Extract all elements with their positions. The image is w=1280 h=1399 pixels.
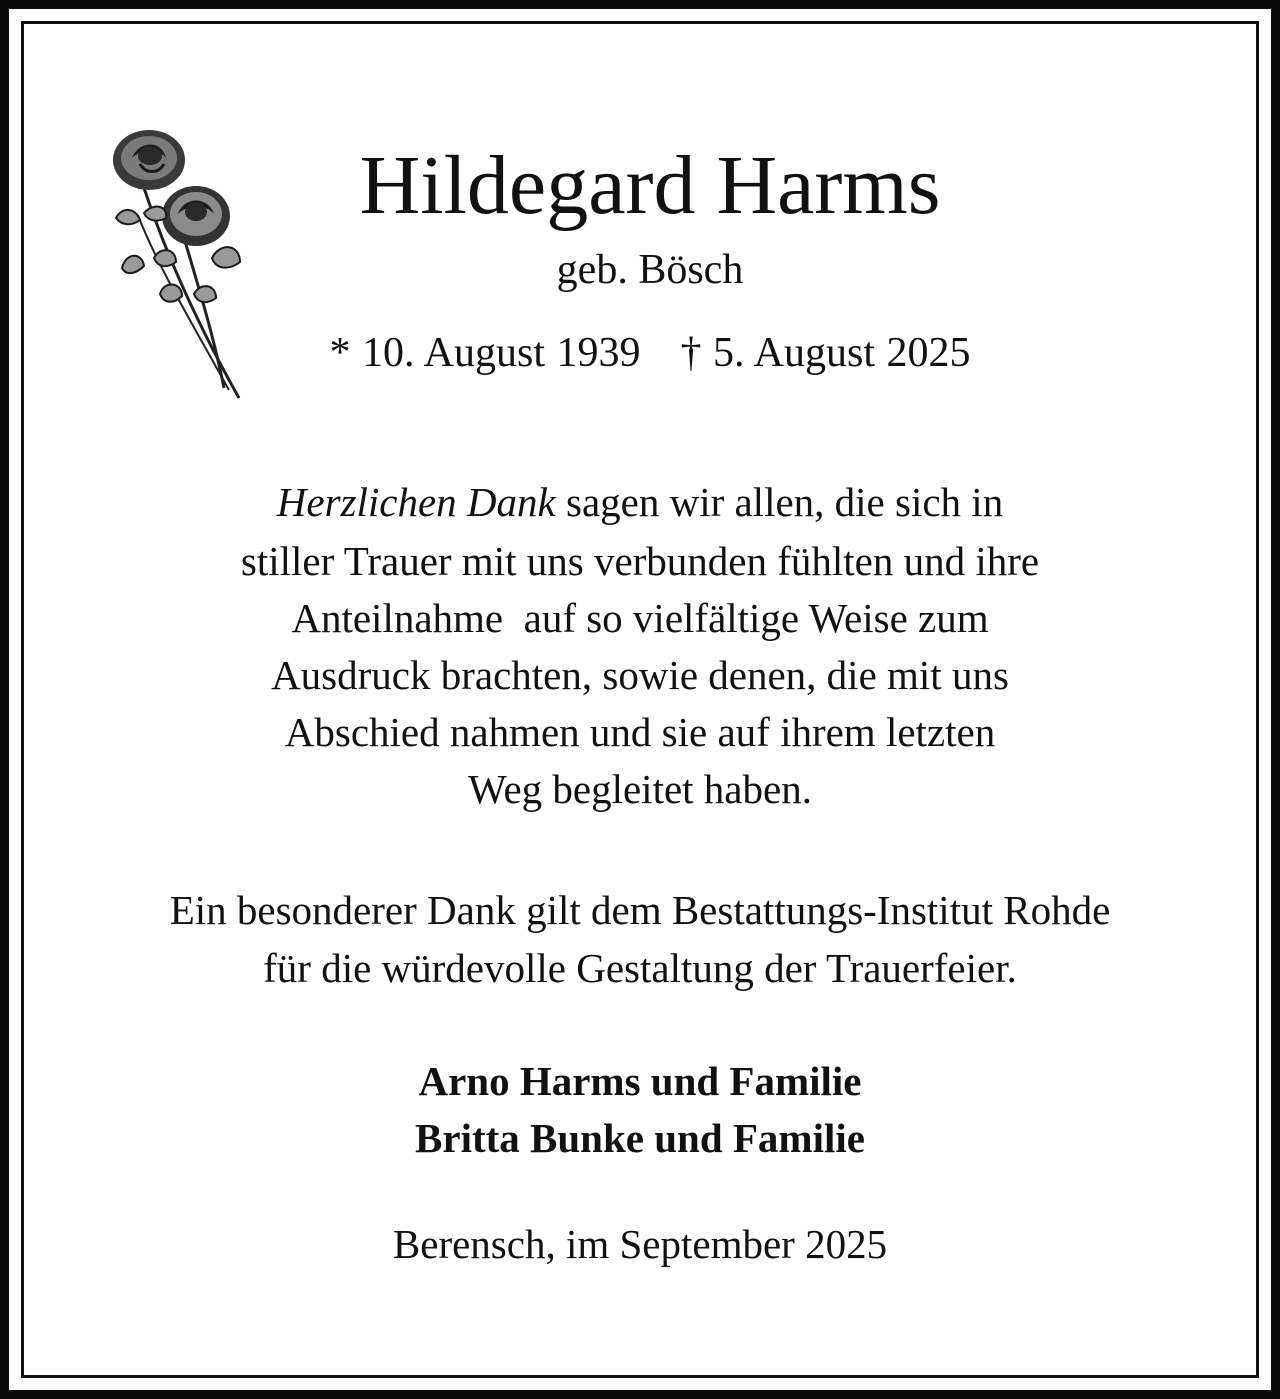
birth-date: * 10. August 1939 (329, 330, 641, 376)
thanks-line-3: Anteilnahme auf so vielfältige Weise zum (291, 595, 989, 641)
thanks-line-5: Abschied nahmen und sie auf ihrem letzten (284, 709, 996, 755)
thanks-line-2: stiller Trauer mit uns verbunden fühlten und ihre (240, 538, 1040, 584)
thanks-lead: Herzlichen Dank (276, 479, 556, 525)
deceased-name: Hildegard Harms (359, 139, 941, 232)
maiden-name: geb. Bösch (556, 247, 744, 293)
roses-icon (104, 118, 254, 408)
thanks-line-1: Herzlichen Dank sagen wir allen, die sich in (276, 479, 1004, 525)
special-thanks-line-1: Ein besonderer Dank gilt dem Bestattungs-Institut Rohde (169, 887, 1111, 933)
life-dates (250, 328, 1050, 378)
signer-2: Britta Bunke und Familie (415, 1115, 865, 1161)
special-thanks-line-2: für die würdevolle Gestaltung der Trauerfeier. (263, 945, 1017, 991)
place-date: Berensch, im September 2025 (392, 1221, 888, 1267)
death-date: † 5. August 2025 (680, 330, 971, 376)
signer-1: Arno Harms und Familie (418, 1058, 862, 1104)
thanks-line-4: Ausdruck brachten, sowie denen, die mit uns (271, 652, 1009, 698)
thanks-line-6: Weg begleitet haben. (468, 766, 812, 812)
